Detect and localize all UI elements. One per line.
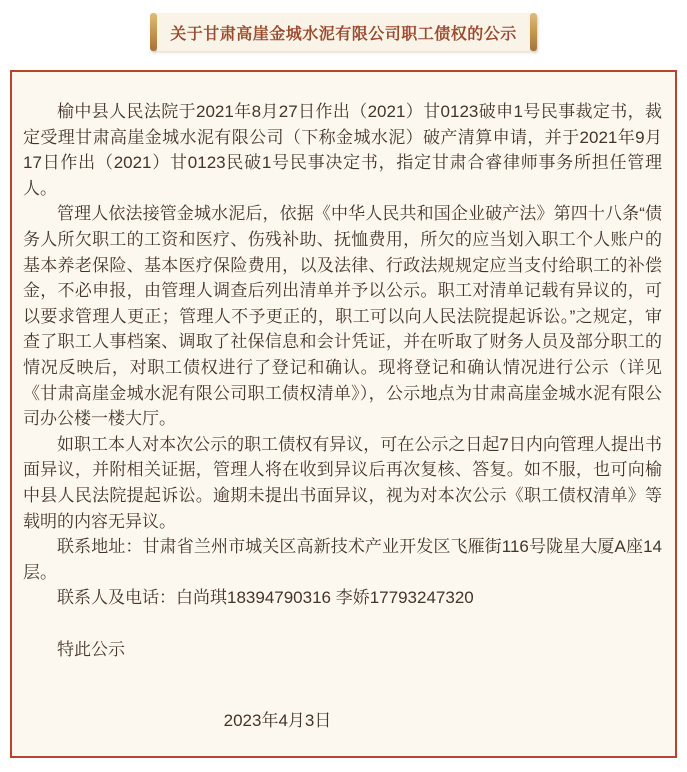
paragraph-court-ruling: 榆中县人民法院于2021年8月27日作出（2021）甘0123破申1号民事裁定书，裁定受理甘肃高崖金城水泥有限公司（下称金城水泥）破产清算申请，并于2021年9月17日作出（2021）甘0123民破1号民事决定书，指定甘肃合睿律师事务所担任管理人。 (23, 102, 662, 198)
closing-statement: 特此公示 (57, 639, 125, 659)
announcement-page (0, 13, 687, 772)
gold-bar-right-decoration (530, 13, 537, 51)
paragraph-legal-basis-and-registration: 管理人依法接管金城水泥后，依据《中华人民共和国企业破产法》第四十八条“债务人所欠职工的工资和医疗、伤残补助、抚恤费用，所欠的应当划入职工个人账户的基本养老保险、基本医疗保险费用，以及法律、行政法规规定应当支付给职工的补偿金，不必申报，由管理人调查后列出清单并予以公示。职工对清单记载有异议的，可以要求管理人更正；管理人不予更正的，职工可以向人民法院提起诉讼。”之规定，审查了职工人事档案、调取了社保信息和会计凭证，并在听取了财务人员及部分职工的情况反映后，对职工债权进行了登记和确认。现将登记和确认情况进行公示（详见《甘肃高崖金城水泥有限公司职工债权清单》），公示地点为甘肃高崖金城水泥有限公司办公楼一楼大厅。 (23, 204, 662, 429)
banner-title-panel (157, 13, 530, 51)
announcement-body-box (10, 70, 677, 758)
paragraph-objection-procedure: 如职工本人对本次公示的职工债权有异议，可在公示之日起7日内向管理人提出书面异议，并附相关证据，管理人将在收到异议后再次复核、答复。如不服，也可向榆中县人民法院提起诉讼。逾期未提出书面异议，视为对本次公示《职工债权清单》等载明的内容无异议。 (23, 434, 662, 531)
announcement-title-banner (0, 13, 687, 51)
contact-persons-and-phones: 联系人及电话：白尚琪18394790316 李娇17793247320 (57, 588, 474, 608)
gold-bar-left-decoration (150, 13, 157, 51)
announcement-date: 2023年4月3日 (223, 711, 332, 731)
page-title: 关于甘肃高崖金城水泥有限公司职工债权的公示 (170, 25, 517, 43)
contact-address: 联系地址：甘肃省兰州市城关区高新技术产业开发区飞雁街116号陇星大厦A座14层。 (23, 537, 662, 582)
